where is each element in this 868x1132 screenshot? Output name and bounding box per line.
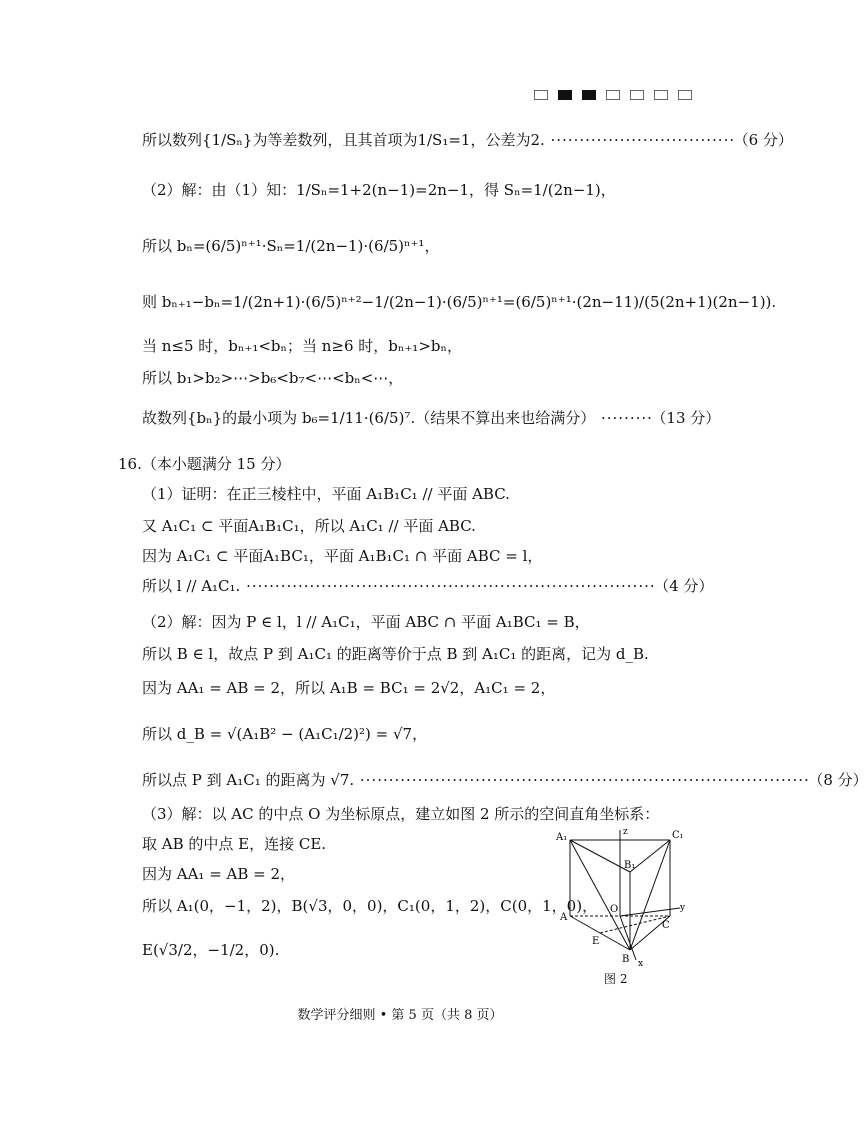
- label-A1: A₁: [556, 832, 568, 843]
- text-line: 所以 b₁>b₂>⋯>b₆<b₇<⋯<bₙ<⋯，: [142, 369, 404, 387]
- text-line: （2）解：由（1）知：1/Sₙ=1+2(n−1)=2n−1，得 Sₙ=1/(2n−1)，: [142, 181, 616, 199]
- prism-figure: [548, 820, 688, 990]
- text-line: 则 bₙ₊₁−bₙ=1/(2n+1)·(6/5)ⁿ⁺²−1/(2n−1)·(6/5)ⁿ⁺¹=(6/5)ⁿ⁺¹·(2n−11)/(5(2n+1)(2n−1)).: [142, 293, 777, 311]
- label-C: C: [662, 920, 670, 931]
- text-line: E(√3/2，−1/2，0).: [142, 941, 280, 959]
- text-line: 故数列{bₙ}的最小项为 b₆=1/11·(6/5)⁷.（结果不算出来也给满分） ········· （13 分）: [142, 409, 721, 427]
- text-line: 所以 A₁(0，−1，2)，B(√3，0，0)，C₁(0，1，2)，C(0，1，0)，: [142, 897, 598, 915]
- text-line: （2）解：因为 P ∈ l，l // A₁C₁，平面 ABC ∩ 平面 A₁BC₁ = B，: [142, 613, 590, 631]
- header-square: [654, 90, 668, 100]
- text-line: 因为 AA₁ = AB = 2，: [142, 865, 296, 883]
- text-line: 所以 bₙ=(6/5)ⁿ⁺¹·Sₙ=1/(2n−1)·(6/5)ⁿ⁺¹，: [142, 237, 440, 255]
- text-line: （1）证明：在正三棱柱中，平面 A₁B₁C₁ // 平面 ABC.: [142, 485, 510, 503]
- text-line: 当 n≤5 时，bₙ₊₁<bₙ；当 n≥6 时，bₙ₊₁>bₙ，: [142, 337, 462, 355]
- label-y: y: [680, 903, 686, 913]
- header-square: [558, 90, 572, 100]
- header-square: [582, 90, 596, 100]
- page-footer: 数学评分细则 • 第 5 页（共 8 页）: [297, 1008, 503, 1023]
- text-line: 又 A₁C₁ ⊂ 平面A₁B₁C₁，所以 A₁C₁ // 平面 ABC.: [142, 517, 476, 535]
- text-line: 所以 d_B = √(A₁B² − (A₁C₁/2)²) = √7，: [142, 725, 428, 743]
- label-B: B: [622, 954, 630, 965]
- question-heading: 16.（本小题满分 15 分）: [118, 455, 291, 473]
- text-line: 取 AB 的中点 E，连接 CE.: [142, 835, 327, 853]
- text-line: 因为 AA₁ = AB = 2，所以 A₁B = BC₁ = 2√2，A₁C₁ = 2，: [142, 679, 556, 697]
- page-header-squares: [534, 90, 692, 100]
- label-C1: C₁: [672, 830, 684, 841]
- header-square: [534, 90, 548, 100]
- label-E: E: [592, 936, 600, 947]
- text-line: 所以 l // A₁C₁. ······································································· （4 分）: [142, 577, 714, 595]
- figure-caption: 图 2: [604, 972, 628, 986]
- text-line: 所以 B ∈ l，故点 P 到 A₁C₁ 的距离等价于点 B 到 A₁C₁ 的距离，记为 d_B.: [142, 645, 649, 663]
- header-square: [678, 90, 692, 100]
- header-square: [630, 90, 644, 100]
- text-line: 因为 A₁C₁ ⊂ 平面A₁BC₁，平面 A₁B₁C₁ ∩ 平面 ABC = l，: [142, 547, 543, 565]
- label-B1: B₁: [624, 860, 636, 871]
- label-z: z: [623, 827, 628, 837]
- text-line: 所以数列{1/Sₙ}为等差数列，且其首项为1/S₁=1，公差为2. ································ （6 分）: [142, 131, 793, 149]
- label-x: x: [638, 959, 644, 969]
- prism-diagram: [548, 820, 688, 970]
- label-O: O: [610, 904, 619, 915]
- header-square: [606, 90, 620, 100]
- label-A: A: [560, 912, 568, 923]
- text-line: 所以点 P 到 A₁C₁ 的距离为 √7. ·············································································· （8 分）: [142, 771, 868, 789]
- text-line: （3）解：以 AC 的中点 O 为坐标原点，建立如图 2 所示的空间直角坐标系：: [142, 805, 660, 823]
